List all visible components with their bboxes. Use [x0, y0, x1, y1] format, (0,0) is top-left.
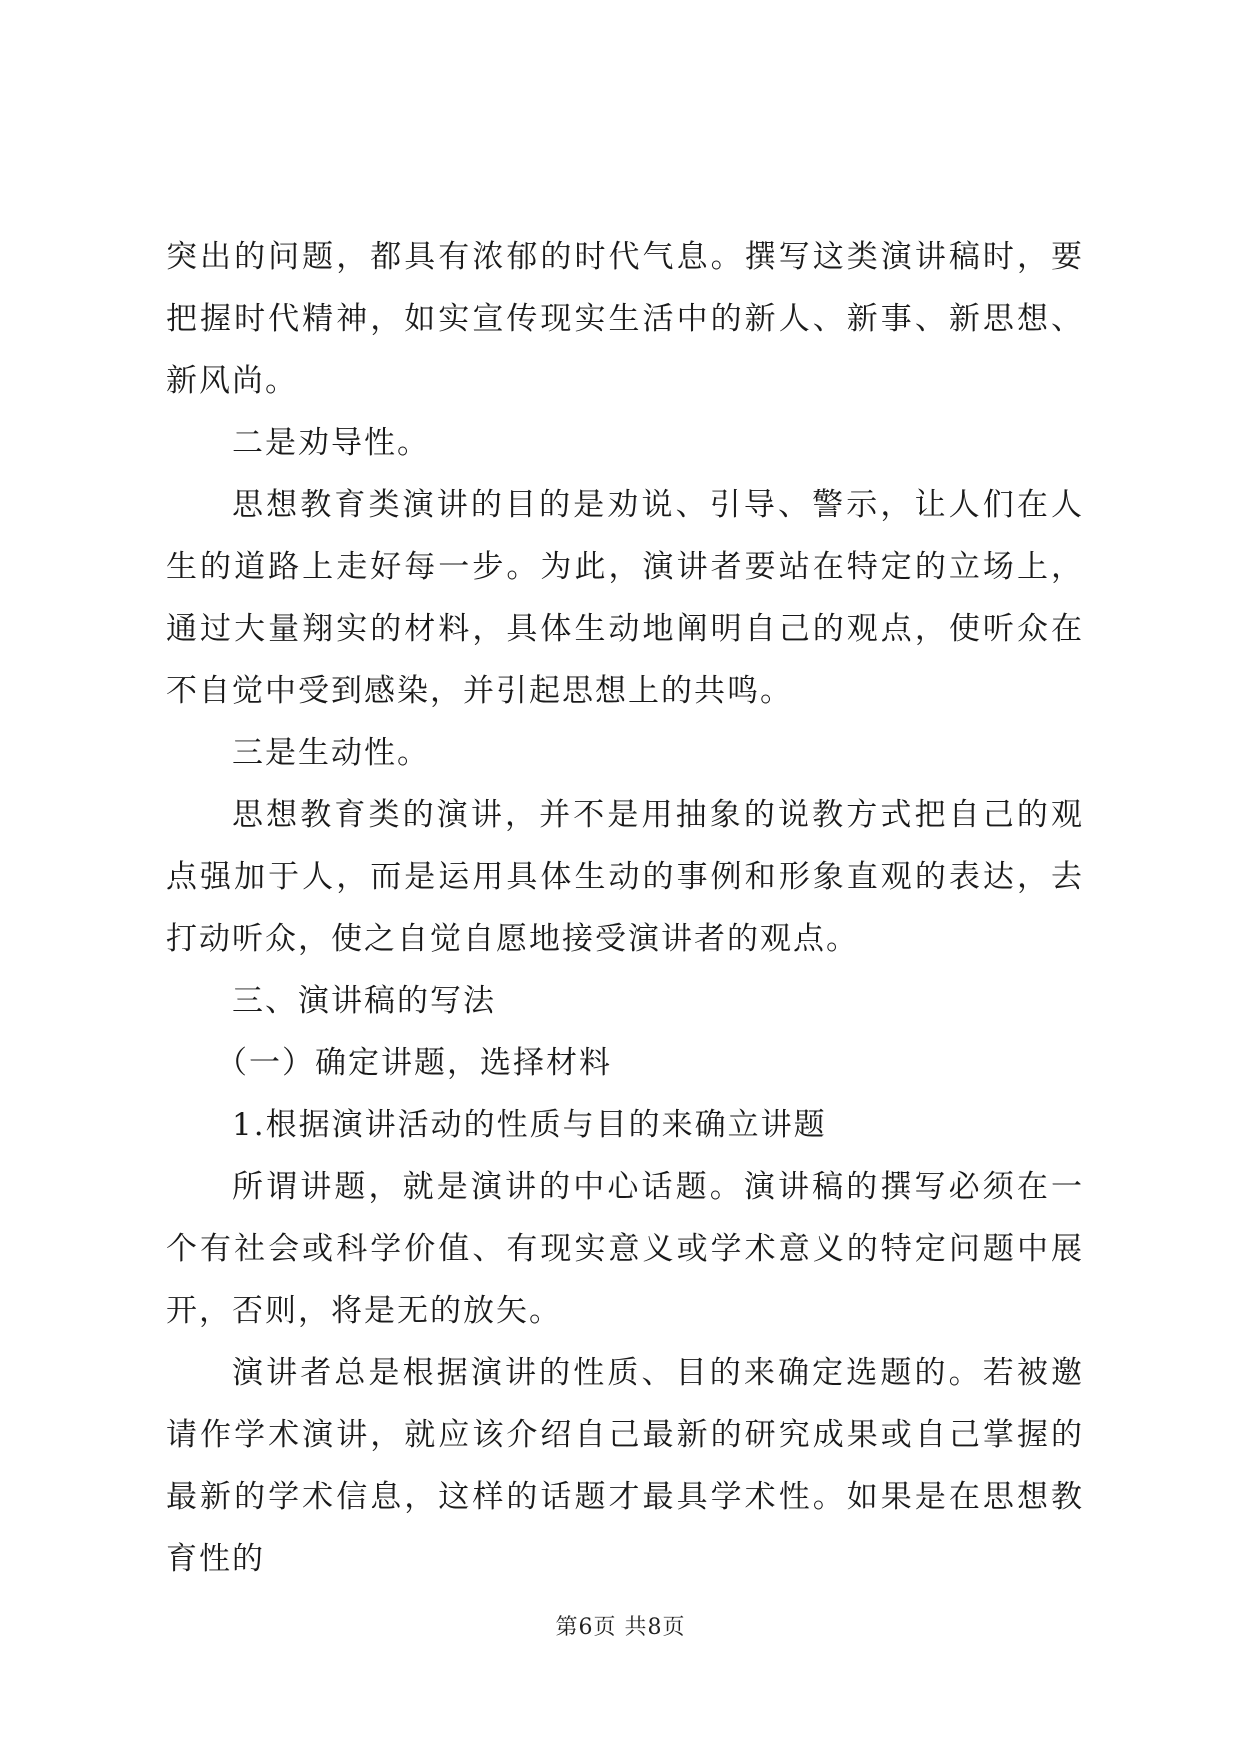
page-number-footer: 第6页 共8页: [555, 1615, 686, 1640]
heading-vividness: 三是生动性。: [232, 735, 430, 771]
item-heading-topic-basis: 1.根据演讲活动的性质与目的来确立讲题: [232, 1107, 827, 1143]
paragraph-topic-definition: 所谓讲题，就是演讲的中心话题。演讲稿的撰写必须在一个有社会或科学价值、有现实意义或学术意义的特定问题中展开，否则，将是无的放矢。: [166, 1169, 1084, 1329]
paragraph-persuasiveness: 思想教育类演讲的目的是劝说、引导、警示，让人们在人生的道路上走好每一步。为此，演讲者要站在特定的立场上，通过大量翔实的材料，具体生动地阐明自己的观点，使听众在不自觉中受到感染，并引起思想上的共鸣。: [166, 487, 1084, 709]
section-heading-writing-method: 三、演讲稿的写法: [232, 983, 496, 1019]
paragraph-topic-selection: 演讲者总是根据演讲的性质、目的来确定选题的。若被邀请作学术演讲，就应该介绍自己最新的研究成果或自己掌握的最新的学术信息，这样的话题才最具学术性。如果是在思想教育性的: [166, 1355, 1084, 1577]
paragraph-vividness: 思想教育类的演讲，并不是用抽象的说教方式把自己的观点强加于人，而是运用具体生动的事例和形象直观的表达，去打动听众，使之自觉自愿地接受演讲者的观点。: [166, 797, 1084, 957]
paragraph-continuation: 突出的问题，都具有浓郁的时代气息。撰写这类演讲稿时，要把握时代精神，如实宣传现实生活中的新人、新事、新思想、新风尚。: [166, 239, 1084, 399]
document-body: [166, 226, 1084, 1590]
heading-persuasiveness: 二是劝导性。: [232, 425, 430, 461]
subsection-heading-topic-material: （一）确定讲题，选择材料: [216, 1045, 612, 1081]
